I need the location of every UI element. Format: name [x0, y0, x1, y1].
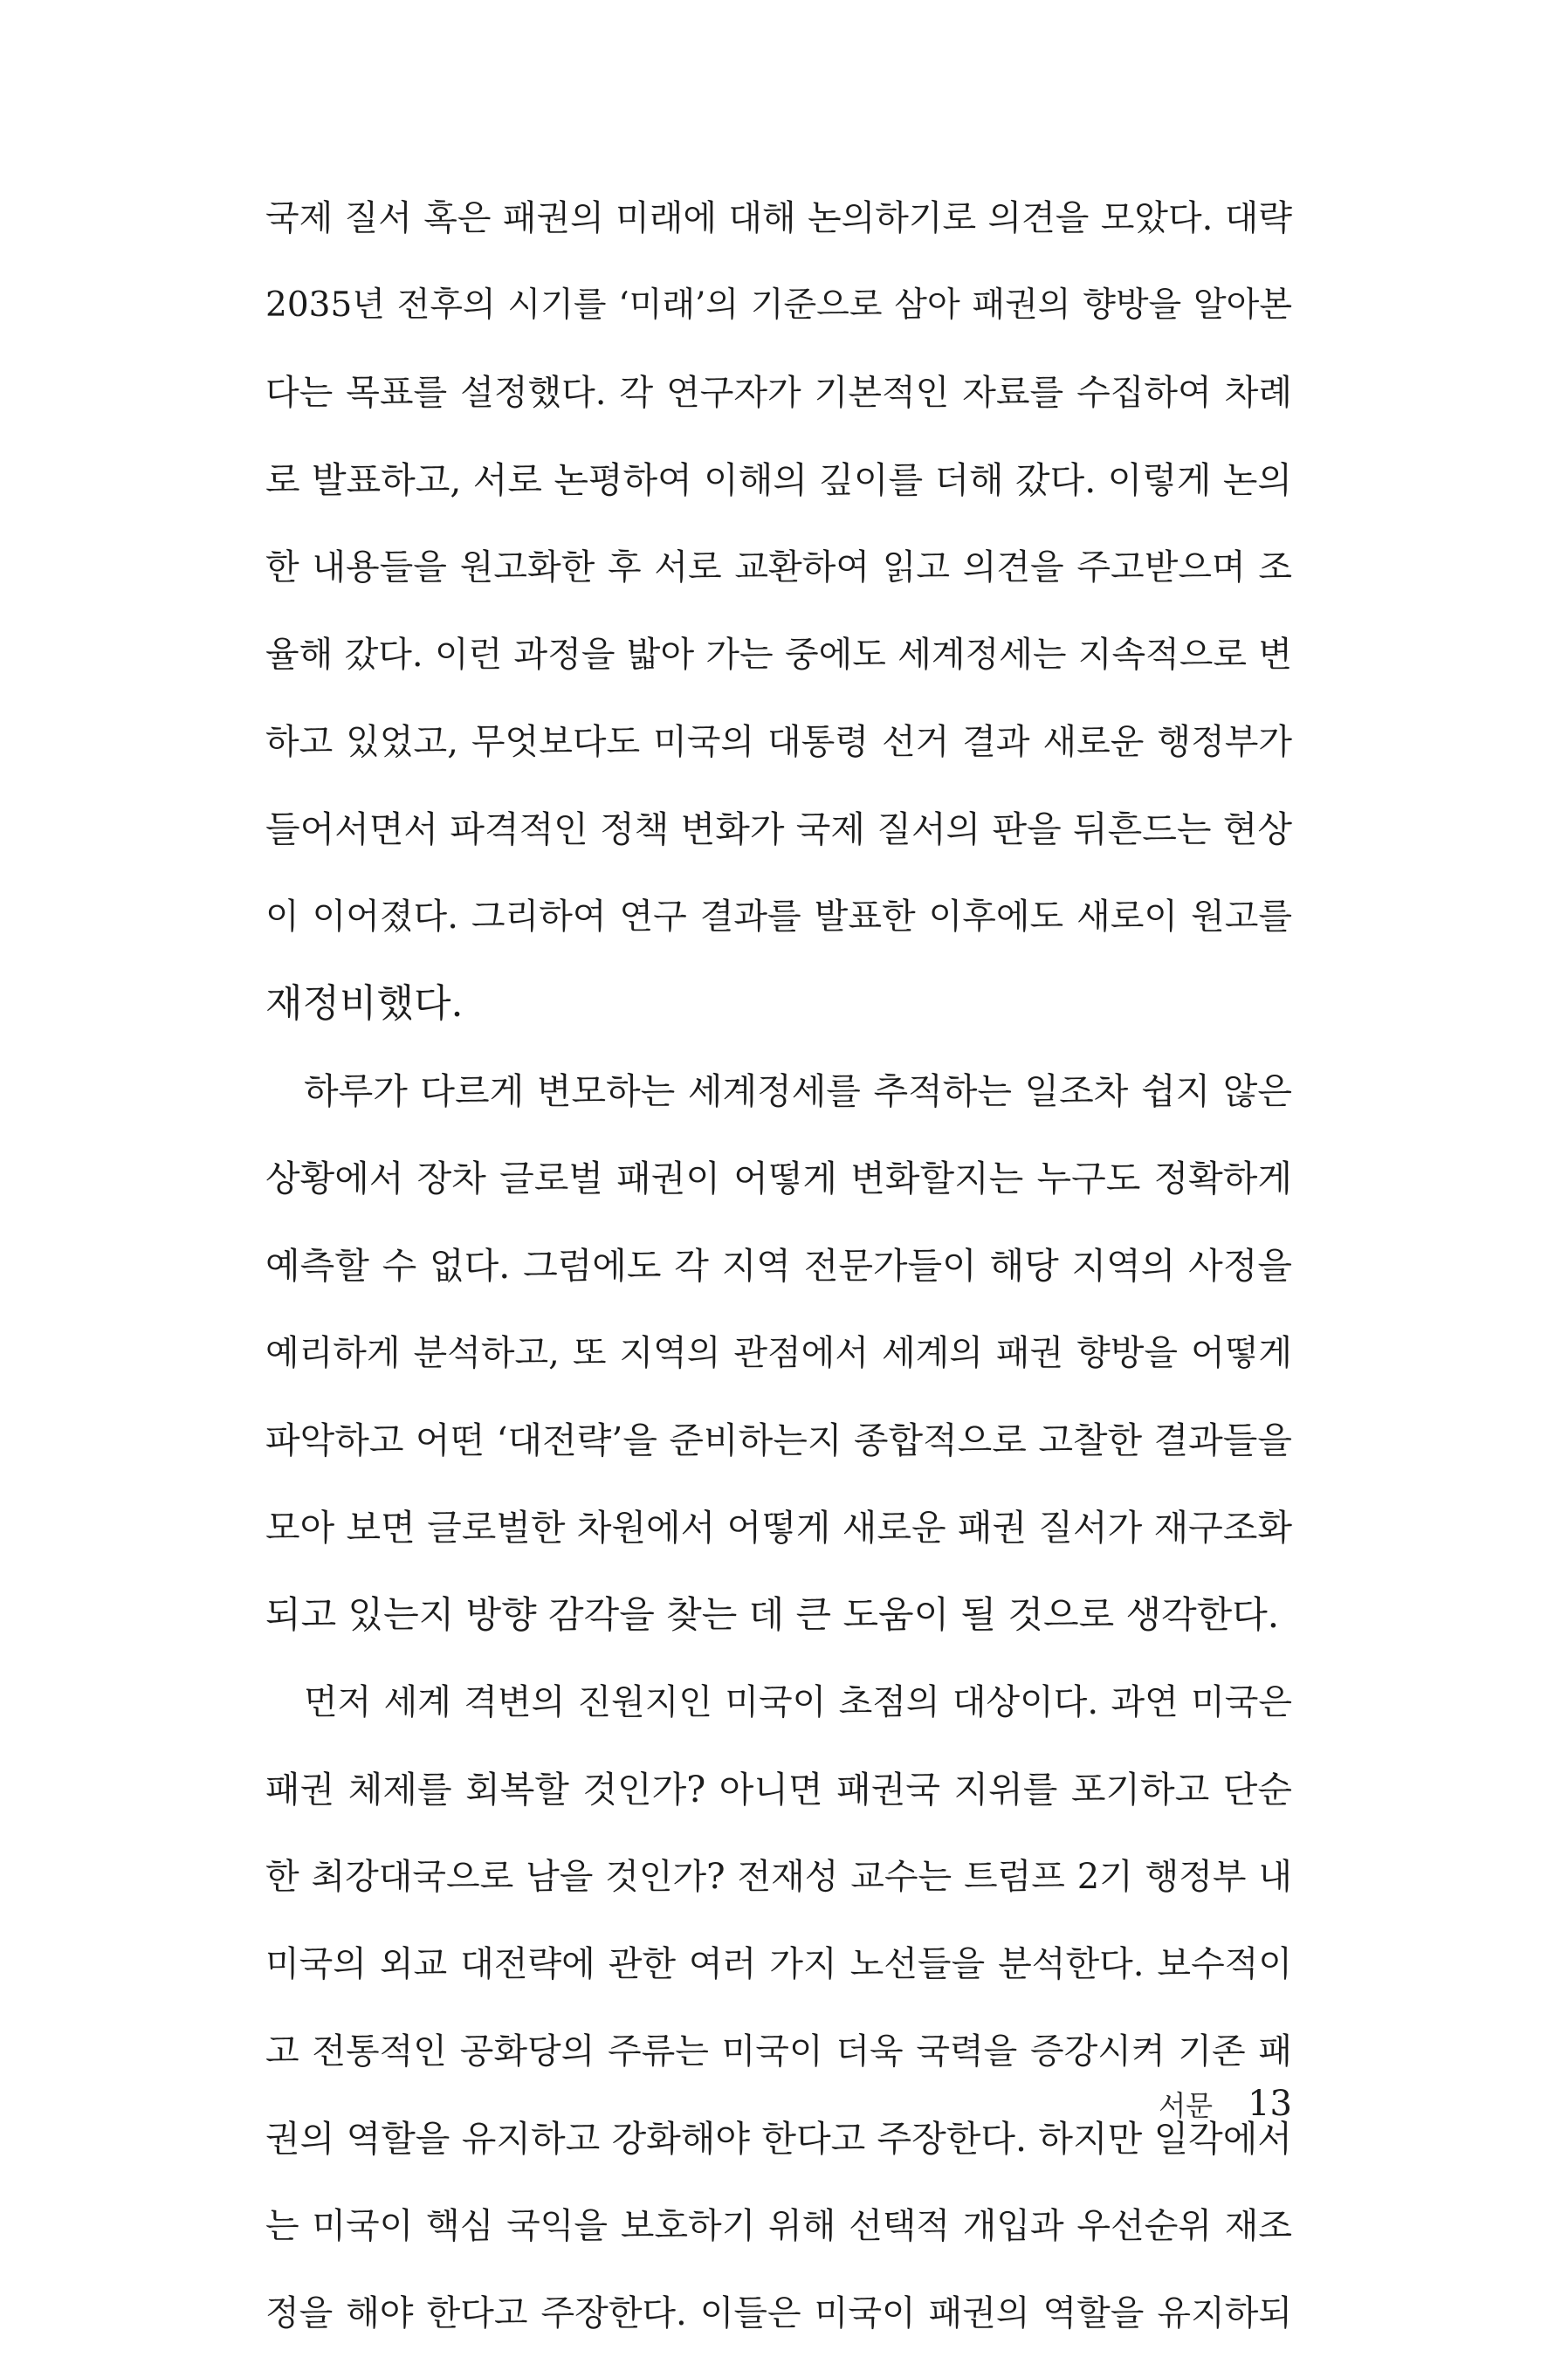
- paragraph: [265, 175, 1292, 1048]
- text-line: 다는 목표를 설정했다. 각 연구자가 기본적인 자료를 수집하여 차례: [265, 373, 1292, 413]
- text-line: 한 최강대국으로 남을 것인가? 전재성 교수는 트럼프 2기 행정부 내: [265, 1857, 1292, 1897]
- text-line: 패권 체제를 회복할 것인가? 아니면 패권국 지위를 포기하고 단순: [265, 1769, 1292, 1811]
- text-line: 율해 갔다. 이런 과정을 밟아 가는 중에도 세계정세는 지속적으로 변: [265, 635, 1292, 675]
- text-line: 모아 보면 글로벌한 차원에서 어떻게 새로운 패권 질서가 재구조화: [265, 1507, 1292, 1549]
- text-line: 로 발표하고, 서로 논평하여 이해의 깊이를 더해 갔다. 이렇게 논의: [265, 459, 1292, 501]
- text-line: 하루가 다르게 변모하는 세계정세를 추적하는 일조차 쉽지 않은: [304, 1070, 1292, 1112]
- text-line: 한 내용들을 원고화한 후 서로 교환하여 읽고 의견을 주고받으며 조: [265, 547, 1292, 588]
- text-line: 이 이어졌다. 그리하여 연구 결과를 발표한 이후에도 새로이 원고를: [265, 897, 1292, 937]
- text-line: 하고 있었고, 무엇보다도 미국의 대통령 선거 결과 새로운 행정부가: [265, 722, 1292, 762]
- text-line: 국제 질서 혹은 패권의 미래에 대해 논의하기로 의견을 모았다. 대략: [265, 198, 1292, 238]
- text-line: 권의 역할을 유지하고 강화해야 한다고 주장한다. 하지만 일각에서: [265, 2118, 1292, 2160]
- paragraph: [265, 1659, 1292, 2357]
- running-footer-section: 서문: [1159, 2089, 1214, 2122]
- text-line: 들어서면서 파격적인 정책 변화가 국제 질서의 판을 뒤흔드는 현상: [265, 808, 1292, 850]
- text-line: 예리하게 분석하고, 또 지역의 관점에서 세계의 패권 향방을 어떻게: [265, 1333, 1292, 1373]
- page-footer: [1159, 2078, 1292, 2130]
- text-line: 는 미국이 핵심 국익을 보호하기 위해 선택적 개입과 우선순위 재조: [265, 2206, 1292, 2246]
- page-number: 13: [1248, 2084, 1292, 2124]
- paragraph: [265, 1048, 1292, 1659]
- body-text: [265, 175, 1292, 2357]
- text-line: 되고 있는지 방향 감각을 찾는 데 큰 도움이 될 것으로 생각한다.: [265, 1593, 1280, 1636]
- text-line: 미국의 외교 대전략에 관한 여러 가지 노선들을 분석한다. 보수적이: [265, 1944, 1292, 1984]
- text-line: 파악하고 어떤 ‘대전략’을 준비하는지 종합적으로 고찰한 결과들을: [265, 1419, 1292, 1461]
- text-line: 고 전통적인 공화당의 주류는 미국이 더욱 국력을 증강시켜 기존 패: [265, 2031, 1292, 2072]
- text-line: 예측할 수 없다. 그럼에도 각 지역 전문가들이 해당 지역의 사정을: [265, 1245, 1292, 1287]
- text-line: 2035년 전후의 시기를 ‘미래’의 기준으로 삼아 패권의 향방을 알아본: [265, 285, 1292, 325]
- text-line: 정을 해야 한다고 주장한다. 이들은 미국이 패권의 역할을 유지하되: [265, 2293, 1292, 2333]
- text-line: 먼저 세계 격변의 진원지인 미국이 초점의 대상이다. 과연 미국은: [304, 1682, 1292, 1722]
- text-line: 상황에서 장차 글로벌 패권이 어떻게 변화할지는 누구도 정확하게: [265, 1158, 1292, 1199]
- text-line: 재정비했다.: [265, 981, 464, 1026]
